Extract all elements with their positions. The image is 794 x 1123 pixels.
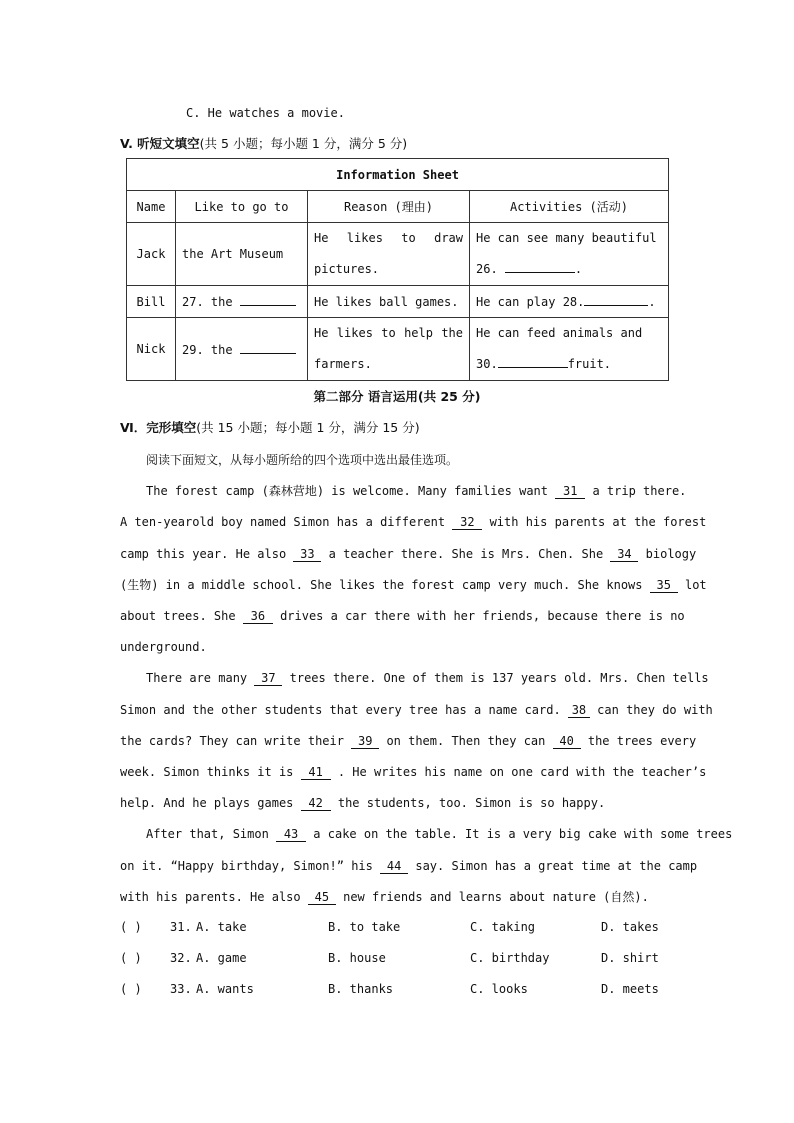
cell-reason: He likes ball games.: [308, 286, 470, 318]
activity-line-2: [476, 349, 662, 380]
passage-line: [120, 702, 713, 718]
blank-36[interactable]: 36: [243, 609, 273, 624]
option-d[interactable]: D. shirt: [601, 951, 659, 965]
option-c[interactable]: C. birthday: [470, 951, 550, 965]
reason-line-1: He likes to draw: [314, 231, 463, 245]
passage-text: on them. Then they can: [386, 734, 546, 748]
blank-42[interactable]: 42: [301, 796, 331, 811]
passage-text: the trees every: [587, 734, 697, 748]
passage-line: [120, 514, 706, 530]
blank-34[interactable]: 34: [610, 547, 638, 562]
header-activities: Activities (活动): [470, 191, 669, 223]
answer-blank-27[interactable]: [240, 294, 296, 306]
passage-text: on it. “Happy birthday, Simon!” his: [120, 859, 373, 873]
passage-text: camp this year. He also: [120, 547, 287, 561]
passage-text: about trees. She: [120, 609, 236, 623]
cell-place: the Art Museum: [176, 223, 308, 286]
part-2-heading: 第二部分 语言运用(共 25 分): [313, 389, 481, 404]
activity-line-1: He can see many beautiful: [476, 231, 657, 245]
reason-line-2: pictures.: [314, 262, 380, 276]
option-b[interactable]: B. house: [328, 951, 386, 965]
section-6-heading: [120, 420, 420, 436]
passage-text: a teacher there. She is Mrs. Chen. She: [328, 547, 604, 561]
blank-number: 29. the: [182, 342, 233, 357]
activity-line-1: He can feed animals and: [476, 326, 643, 340]
answer-paren[interactable]: ( ): [120, 951, 142, 965]
blank-38[interactable]: 38: [568, 703, 590, 718]
option-b[interactable]: B. to take: [328, 920, 401, 934]
passage-text: A ten-yearold boy named Simon has a different: [120, 515, 446, 529]
question-number: 31.: [170, 920, 192, 934]
blank-number: 26.: [476, 262, 498, 276]
header-reason: Reason (理由): [308, 191, 470, 223]
section-5-heading: [120, 136, 407, 152]
punctuation: .: [574, 262, 583, 276]
option-c[interactable]: C. taking: [470, 920, 536, 934]
blank-37[interactable]: 37: [254, 671, 282, 686]
passage-text: say. Simon has a great time at the camp: [415, 859, 698, 873]
header-name: Name: [127, 191, 176, 223]
blank-32[interactable]: 32: [452, 515, 482, 530]
reason-line-2: farmers.: [314, 357, 372, 371]
cell-activity: [470, 286, 669, 318]
question-number: 32.: [170, 951, 192, 965]
cell-reason: [308, 223, 470, 286]
header-like-to-go-to: Like to go to: [176, 191, 308, 223]
option-a[interactable]: A. take: [196, 920, 247, 934]
table-row-bill: [127, 286, 669, 318]
cell-name: Jack: [127, 223, 176, 286]
table-title: Information Sheet: [127, 159, 669, 191]
passage-text: trees there. One of them is 137 years old. Mrs. Chen tells: [289, 671, 709, 685]
passage-line: [120, 577, 707, 593]
passage-line: [120, 889, 649, 905]
previous-question-option: C. He watches a movie.: [186, 106, 345, 120]
punctuation: .: [648, 295, 656, 309]
answer-blank-28[interactable]: [584, 294, 648, 306]
passage-text: After that, Simon: [146, 827, 269, 841]
blank-33[interactable]: 33: [293, 547, 321, 562]
section-6-instruction: 阅读下面短文，从每小题所给的四个选项中选出最佳选项。: [146, 453, 459, 467]
passage-line: [146, 483, 686, 499]
table-row-nick: [127, 318, 669, 381]
answer-blank-30[interactable]: [498, 356, 568, 368]
blank-39[interactable]: 39: [351, 734, 379, 749]
question-number: 33.: [170, 982, 192, 996]
passage-text: the cards? They can write their: [120, 734, 344, 748]
blank-number: 27. the: [182, 295, 233, 309]
passage-text: a cake on the table. It is a very big cake with some trees: [313, 827, 733, 841]
cell-name: Nick: [127, 318, 176, 381]
option-c[interactable]: C. looks: [470, 982, 528, 996]
passage-text: new friends and learns about nature (自然).: [343, 890, 649, 904]
passage-text: biology: [645, 547, 697, 561]
option-b[interactable]: B. thanks: [328, 982, 394, 996]
passage-line: [120, 858, 697, 874]
answer-blank-29[interactable]: [240, 342, 296, 354]
section-5-title: V. 听短文填空: [120, 136, 200, 151]
answer-paren[interactable]: ( ): [120, 920, 142, 934]
section-6-note: (共 15 小题；每小题 1 分，满分 15 分): [196, 420, 420, 435]
passage-text: lot: [684, 578, 707, 592]
option-a[interactable]: A. wants: [196, 982, 254, 996]
passage-line: [120, 733, 696, 749]
section-5-note: (共 5 小题；每小题 1 分，满分 5 分): [199, 136, 408, 151]
passage-text: can they do with: [597, 703, 713, 717]
blank-number: 30.: [476, 357, 498, 371]
passage-text: (生物) in a middle school. She likes the forest camp very much. She knows: [120, 578, 643, 592]
passage-text: the students, too. Simon is so happy.: [337, 796, 606, 810]
passage-text: . He writes his name on one card with the teacher’s: [337, 765, 707, 779]
passage-line: [146, 670, 709, 686]
blank-40[interactable]: 40: [553, 734, 581, 749]
passage-text: drives a car there with her friends, because there is no: [280, 609, 685, 623]
passage-text: week. Simon thinks it is: [120, 765, 294, 779]
passage-text: help. And he plays games: [120, 796, 294, 810]
passage-line: [120, 546, 696, 562]
passage-line: underground.: [120, 640, 207, 654]
cell-activity: [470, 223, 669, 286]
passage-line: [146, 826, 732, 842]
passage-text: with his parents. He also: [120, 890, 301, 904]
cell-reason: [308, 318, 470, 381]
passage-text: The forest camp (森林营地) is welcome. Many families want: [146, 484, 549, 498]
blank-31[interactable]: 31: [555, 484, 585, 499]
option-d[interactable]: D. meets: [601, 982, 659, 996]
cell-name: Bill: [127, 286, 176, 318]
cell-place: [176, 286, 308, 318]
blank-43[interactable]: 43: [276, 827, 306, 842]
blank-45[interactable]: 45: [308, 890, 336, 905]
passage-line: [120, 795, 605, 811]
cell-place: [176, 318, 308, 381]
reason-line-1: He likes to help the: [314, 326, 463, 340]
passage-text: with his parents at the forest: [489, 515, 707, 529]
passage-line: [120, 608, 685, 624]
blank-44[interactable]: 44: [380, 859, 408, 874]
passage-text: There are many: [146, 671, 248, 685]
passage-line: [120, 764, 706, 780]
answer-paren[interactable]: ( ): [120, 982, 142, 996]
blank-35[interactable]: 35: [650, 578, 678, 593]
passage-text: Simon and the other students that every tree has a name card.: [120, 703, 561, 717]
table-row-jack: [127, 223, 669, 286]
blank-41[interactable]: 41: [301, 765, 331, 780]
passage-text: a trip there.: [592, 484, 687, 498]
section-6-title: Ⅵ．完形填空: [120, 420, 197, 435]
activity-text: He can play 28.: [476, 295, 585, 309]
information-sheet-table: [126, 158, 669, 381]
activity-line-2: [476, 254, 662, 285]
activity-text: fruit.: [567, 357, 612, 371]
answer-blank-26[interactable]: [505, 261, 575, 273]
cell-activity: [470, 318, 669, 381]
option-a[interactable]: A. game: [196, 951, 247, 965]
option-d[interactable]: D. takes: [601, 920, 659, 934]
